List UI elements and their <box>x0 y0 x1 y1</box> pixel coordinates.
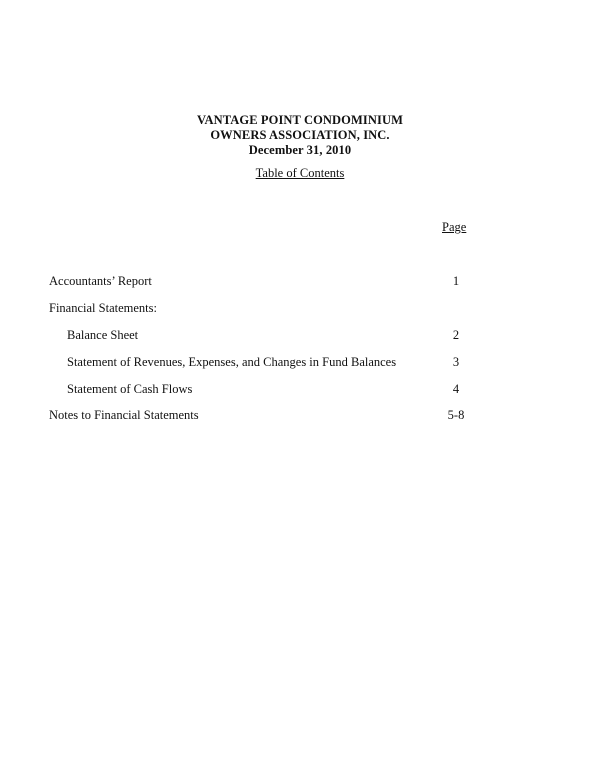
toc-entry-page: 4 <box>452 382 460 396</box>
toc-entry-accountants-report <box>0 274 600 290</box>
table-of-contents-title: Table of Contents <box>255 166 345 180</box>
page-column-heading: Page <box>442 220 467 234</box>
toc-entry-page: 3 <box>452 355 460 369</box>
association-name-line-2: OWNERS ASSOCIATION, INC. <box>210 128 390 142</box>
toc-entry-page: 2 <box>452 328 460 342</box>
document-header <box>0 113 600 158</box>
association-name-line-1: VANTAGE POINT CONDOMINIUM <box>197 113 403 127</box>
toc-entry-label: Financial Statements: <box>49 301 157 315</box>
toc-entry-financial-statements <box>0 301 600 317</box>
toc-entry-page: 5-8 <box>447 408 465 422</box>
toc-entry-notes <box>0 408 600 424</box>
toc-entry-page: 1 <box>452 274 460 288</box>
toc-entry-label: Statement of Revenues, Expenses, and Changes in Fund Balances <box>67 355 397 369</box>
toc-entry-label: Notes to Financial Statements <box>49 408 199 422</box>
toc-entry-balance-sheet <box>0 328 600 344</box>
report-date: December 31, 2010 <box>248 143 352 157</box>
toc-entry-statement-of-revenues <box>0 355 600 371</box>
toc-entry-label: Balance Sheet <box>67 328 139 342</box>
toc-entry-label: Statement of Cash Flows <box>67 382 193 396</box>
toc-entry-label: Accountants’ Report <box>49 274 152 288</box>
toc-entry-statement-of-cash-flows <box>0 382 600 398</box>
